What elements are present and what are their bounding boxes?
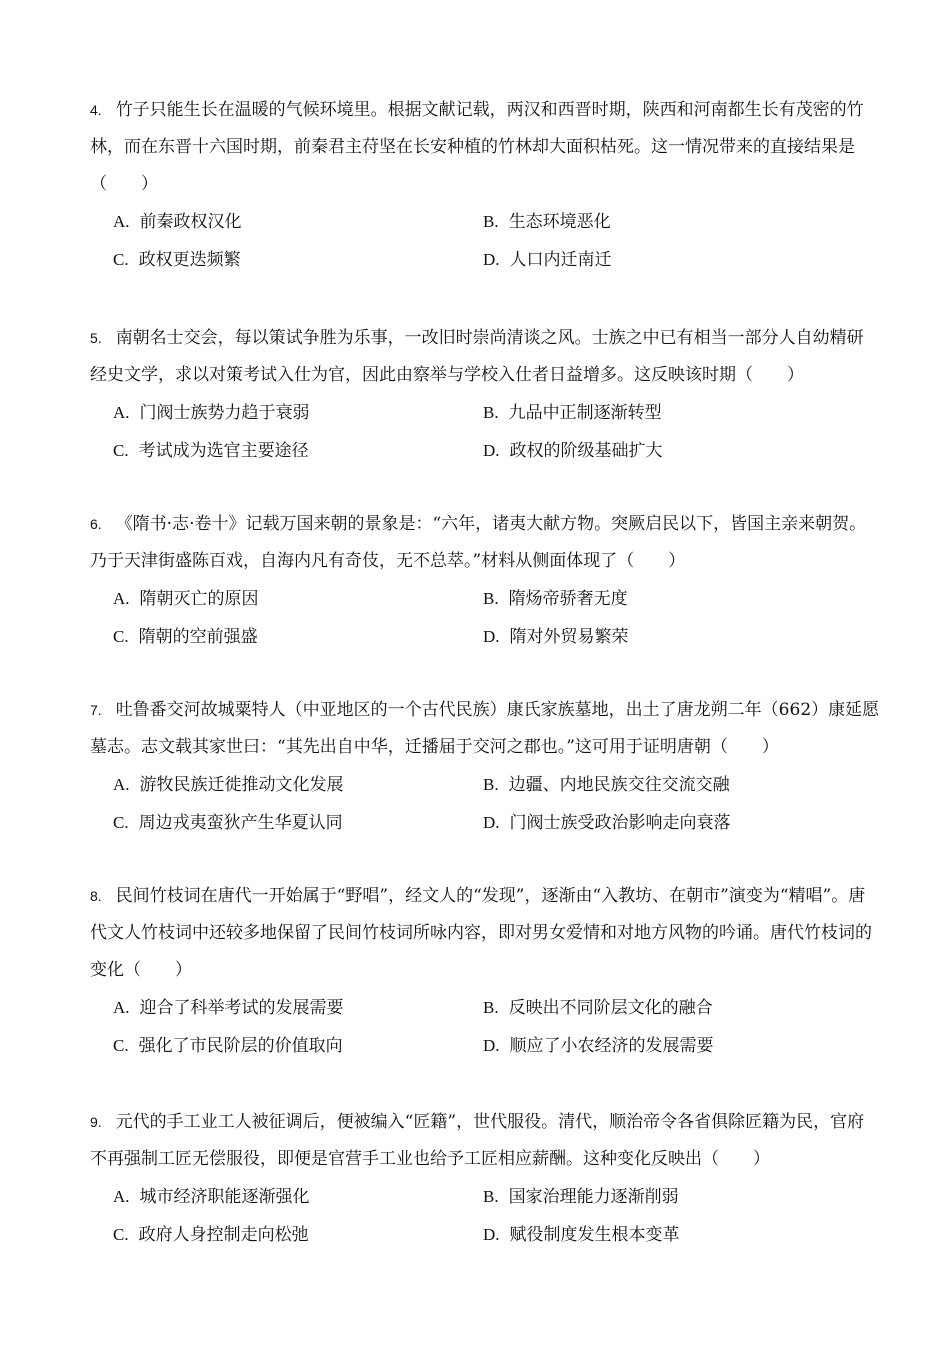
option-letter: D. [483, 441, 500, 460]
option-text: 顺应了小农经济的发展需要 [509, 1036, 714, 1056]
option-text: 门阀士族势力趋于衰弱 [139, 403, 310, 423]
option-b[interactable] [483, 989, 853, 1027]
option-text: 游牧民族迁徙推动文化发展 [139, 775, 344, 795]
option-letter: A. [113, 998, 130, 1017]
option-a[interactable] [113, 766, 483, 804]
question-6 [90, 506, 880, 656]
option-letter: C. [113, 250, 129, 269]
option-text: 强化了市民阶层的价值取向 [138, 1036, 343, 1056]
question-stem [90, 506, 880, 580]
question-number: 9. [90, 1114, 102, 1130]
option-d[interactable] [483, 618, 853, 656]
option-b[interactable] [483, 766, 853, 804]
option-a[interactable] [113, 394, 483, 432]
option-c[interactable] [113, 432, 483, 470]
question-text: 元代的手工业工人被征调后，便被编入“匠籍”，世代服役。清代，顺治帝令各省俱除匠籍为民，官府不再强制工匠无偿服役，即便是官营手工业也给予工匠相应薪酬。这种变化反映出（ ） [90, 1112, 865, 1169]
option-text: 隋对外贸易繁荣 [509, 627, 629, 647]
option-d[interactable] [483, 1216, 853, 1254]
question-stem [90, 92, 880, 203]
option-c[interactable] [113, 1216, 483, 1254]
option-text: 周边戎夷蛮狄产生华夏认同 [138, 813, 343, 833]
question-7 [90, 692, 880, 842]
question-number: 5. [90, 330, 102, 346]
option-text: 人口内迁南迁 [509, 250, 612, 270]
option-b[interactable] [483, 1178, 853, 1216]
option-text: 隋朝的空前强盛 [138, 627, 258, 647]
option-a[interactable] [113, 1178, 483, 1216]
option-text: 隋朝灭亡的原因 [139, 589, 259, 609]
question-5 [90, 320, 880, 470]
option-letter: A. [113, 775, 130, 794]
question-text: 竹子只能生长在温暖的气候环境里。根据文献记载，两汉和西晋时期，陕西和河南都生长有茂密的竹林，而在东晋十六国时期，前秦君主苻坚在长安种植的竹林却大面积枯死。这一情况带来的直接结果是（ ） [90, 100, 864, 194]
option-letter: B. [483, 212, 499, 231]
option-text: 政府人身控制走向松弛 [138, 1225, 309, 1245]
option-letter: D. [483, 1036, 500, 1055]
option-letter: D. [483, 250, 500, 269]
option-text: 城市经济职能逐渐强化 [139, 1187, 310, 1207]
option-letter: C. [113, 1036, 129, 1055]
option-a[interactable] [113, 580, 483, 618]
option-letter: B. [483, 998, 499, 1017]
option-d[interactable] [483, 241, 853, 279]
option-d[interactable] [483, 1027, 853, 1065]
question-stem [90, 692, 880, 766]
option-c[interactable] [113, 804, 483, 842]
question-text: 南朝名士交会，每以策试争胜为乐事，一改旧时崇尚清谈之风。士族之中已有相当一部分人自幼精研经史文学，求以对策考试入仕为官，因此由察举与学校入仕者日益增多。这反映该时期（ ） [90, 328, 864, 385]
option-text: 边疆、内地民族交往交流交融 [508, 775, 730, 795]
question-4 [90, 92, 880, 279]
option-d[interactable] [483, 432, 853, 470]
option-letter: D. [483, 1225, 500, 1244]
option-b[interactable] [483, 203, 853, 241]
option-letter: A. [113, 589, 130, 608]
option-text: 政权的阶级基础扩大 [509, 441, 663, 461]
option-text: 前秦政权汉化 [139, 212, 242, 232]
option-letter: A. [113, 212, 130, 231]
question-text: 民间竹枝词在唐代一开始属于“野唱”，经文人的“发现”，逐渐由“入教坊、在朝市”演变为“精唱”。唐代文人竹枝词中还较多地保留了民间竹枝词所咏内容，即对男女爱情和对地方风物的吟诵。唐代竹枝词的变化（ ） [90, 886, 872, 980]
options [113, 580, 880, 656]
option-text: 迎合了科举考试的发展需要 [139, 998, 344, 1018]
option-b[interactable] [483, 394, 853, 432]
options [113, 1178, 880, 1254]
option-letter: C. [113, 627, 129, 646]
options [113, 989, 880, 1065]
option-letter: B. [483, 1187, 499, 1206]
options [113, 394, 880, 470]
option-text: 反映出不同阶层文化的融合 [508, 998, 713, 1018]
question-number: 6. [90, 516, 102, 532]
option-letter: C. [113, 813, 129, 832]
option-c[interactable] [113, 618, 483, 656]
question-stem [90, 320, 880, 394]
option-a[interactable] [113, 989, 483, 1027]
option-c[interactable] [113, 1027, 483, 1065]
option-text: 考试成为选官主要途径 [138, 441, 309, 461]
option-text: 赋役制度发生根本变革 [509, 1225, 680, 1245]
question-stem [90, 878, 880, 989]
option-letter: C. [113, 441, 129, 460]
option-letter: D. [483, 627, 500, 646]
option-letter: B. [483, 775, 499, 794]
question-text: 吐鲁番交河故城粟特人（中亚地区的一个古代民族）康氏家族墓地，出土了唐龙朔二年（662）康延愿墓志。志文载其家世曰：“其先出自中华，迁播届于交河之郡也。”这可用于证明唐朝（ ） [90, 700, 880, 757]
question-number: 4. [90, 102, 102, 118]
options [113, 766, 880, 842]
option-a[interactable] [113, 203, 483, 241]
option-c[interactable] [113, 241, 483, 279]
question-number: 8. [90, 888, 102, 904]
option-text: 门阀士族受政治影响走向衰落 [509, 813, 731, 833]
question-8 [90, 878, 880, 1065]
question-9 [90, 1104, 880, 1254]
option-letter: C. [113, 1225, 129, 1244]
option-letter: D. [483, 813, 500, 832]
question-number: 7. [90, 702, 102, 718]
option-text: 政权更迭频繁 [138, 250, 241, 270]
option-letter: B. [483, 589, 499, 608]
option-d[interactable] [483, 804, 853, 842]
option-text: 九品中正制逐渐转型 [508, 403, 662, 423]
option-letter: A. [113, 1187, 130, 1206]
question-stem [90, 1104, 880, 1178]
option-text: 国家治理能力逐渐削弱 [508, 1187, 679, 1207]
options [113, 203, 880, 279]
option-text: 生态环境恶化 [508, 212, 611, 232]
option-b[interactable] [483, 580, 853, 618]
question-text: 《隋书·志·卷十》记载万国来朝的景象是：“六年，诸夷大献方物。突厥启民以下，皆国主亲来朝贺。乃于天津街盛陈百戏，自海内凡有奇伎，无不总萃。”材料从侧面体现了（ ） [90, 514, 867, 571]
option-letter: A. [113, 403, 130, 422]
option-letter: B. [483, 403, 499, 422]
option-text: 隋炀帝骄奢无度 [508, 589, 628, 609]
